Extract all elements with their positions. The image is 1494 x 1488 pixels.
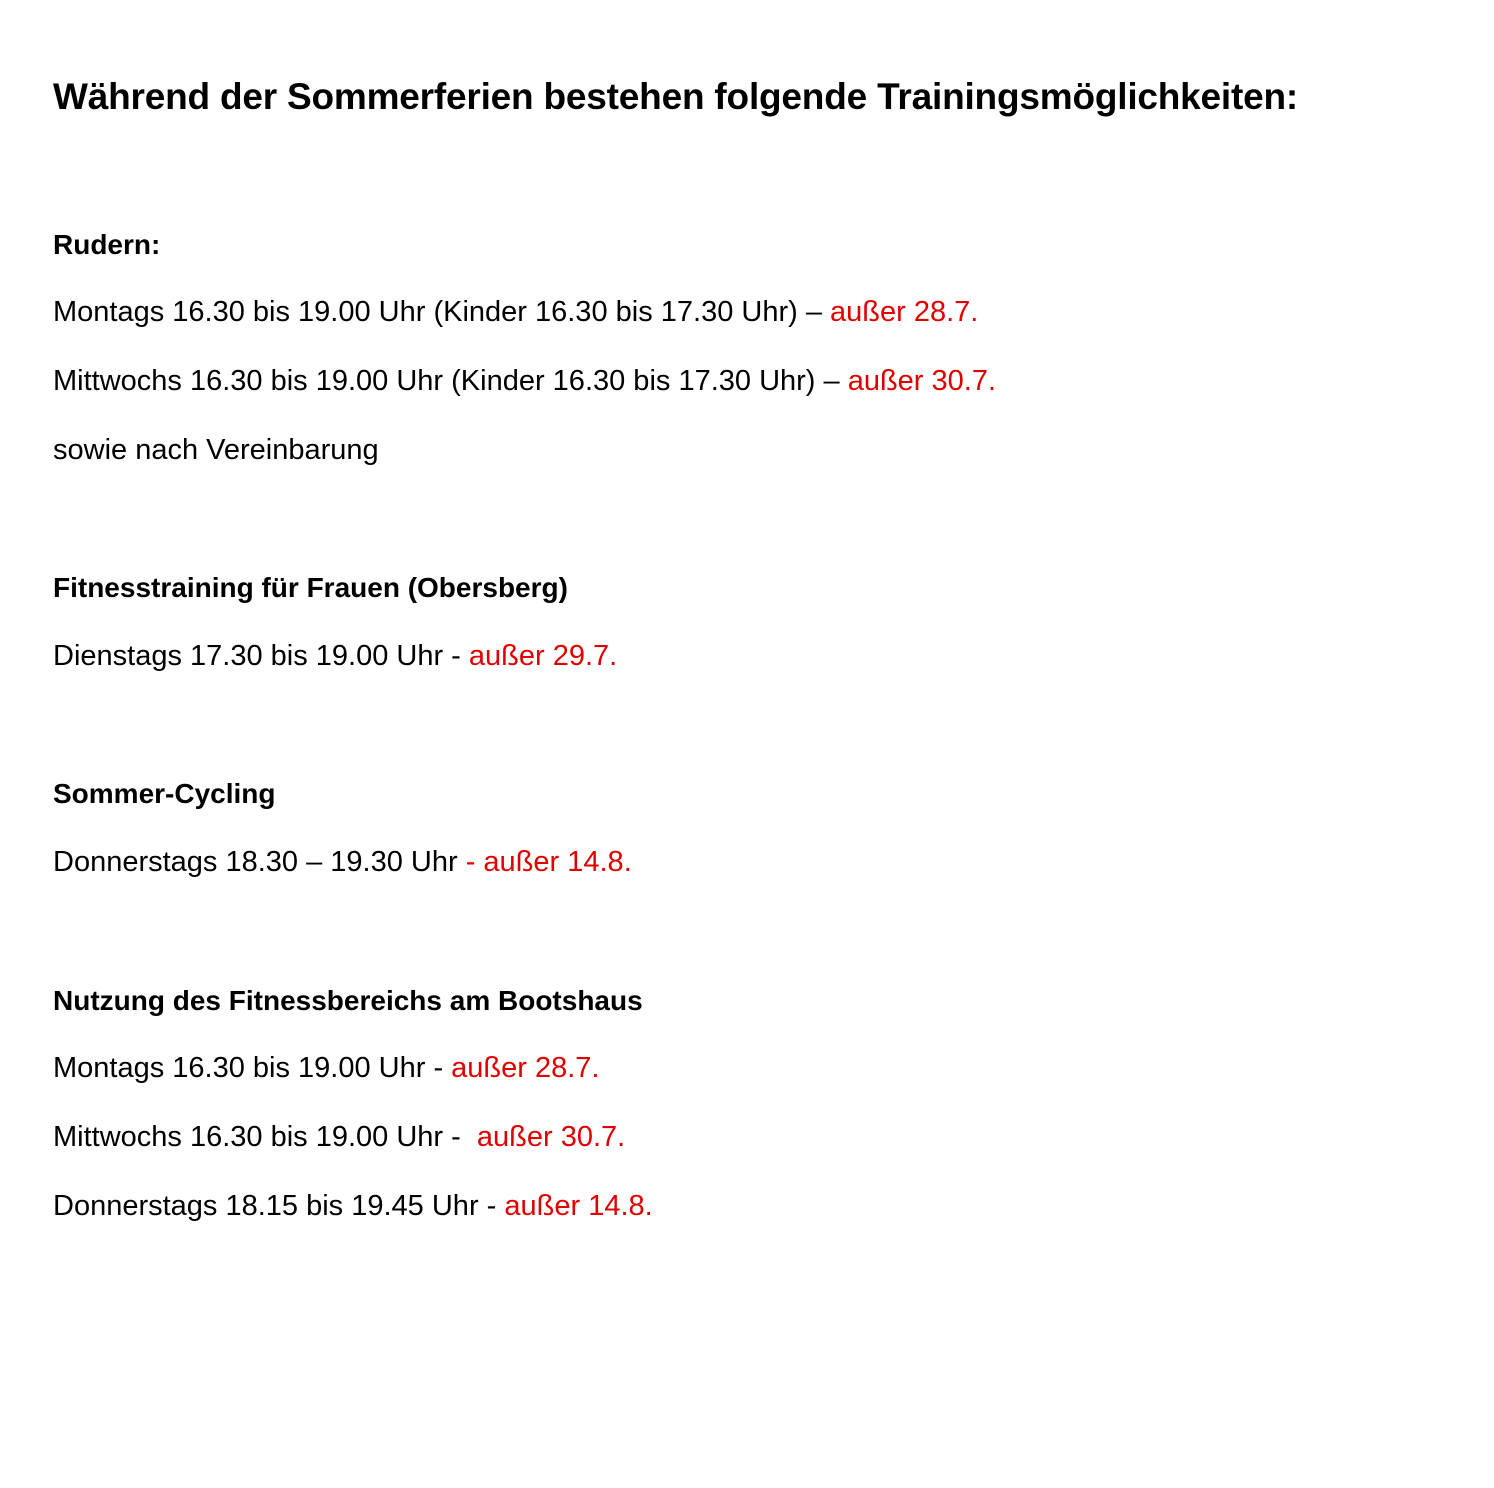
schedule-line: [53, 1190, 653, 1223]
schedule-exception: - außer 14.8.: [465, 846, 632, 878]
section-heading-rudern: Rudern:: [53, 229, 161, 260]
schedule-text: Donnerstags 18.30 – 19.30 Uhr: [53, 846, 466, 878]
schedule-line: [53, 296, 978, 329]
schedule-line: [53, 434, 379, 467]
schedule-exception: außer 28.7.: [830, 296, 979, 328]
schedule-line: [53, 1121, 625, 1154]
schedule-exception: außer 30.7.: [847, 365, 997, 397]
schedule-exception: außer 29.7.: [468, 640, 618, 672]
page-title: Während der Sommerferien bestehen folgende Trainingsmöglichkeiten:: [53, 76, 1299, 117]
section-heading-cycling: Sommer-Cycling: [53, 778, 276, 809]
schedule-text: Montags 16.30 bis 19.00 Uhr -: [53, 1052, 452, 1084]
schedule-text: Dienstags 17.30 bis 19.00 Uhr -: [53, 640, 469, 672]
schedule-exception: außer 28.7.: [451, 1052, 600, 1084]
schedule-text: sowie nach Vereinbarung: [53, 434, 379, 466]
schedule-exception: außer 30.7.: [476, 1121, 626, 1153]
schedule-text: Mittwochs 16.30 bis 19.00 Uhr (Kinder 16.30 bis 17.30 Uhr) –: [53, 365, 848, 397]
schedule-line: [53, 365, 996, 398]
section-heading-fitnessbereich: Nutzung des Fitnessbereichs am Bootshaus: [53, 985, 643, 1016]
schedule-line: [53, 846, 632, 879]
schedule-text: Montags 16.30 bis 19.00 Uhr (Kinder 16.30 bis 17.30 Uhr) –: [53, 296, 831, 328]
schedule-text: Mittwochs 16.30 bis 19.00 Uhr -: [53, 1121, 477, 1153]
schedule-line: [53, 640, 617, 673]
schedule-exception: außer 14.8.: [504, 1190, 653, 1222]
schedule-line: [53, 1052, 600, 1085]
schedule-text: Donnerstags 18.15 bis 19.45 Uhr -: [53, 1190, 505, 1222]
section-heading-fitnesstraining: Fitnesstraining für Frauen (Obersberg): [53, 572, 568, 603]
